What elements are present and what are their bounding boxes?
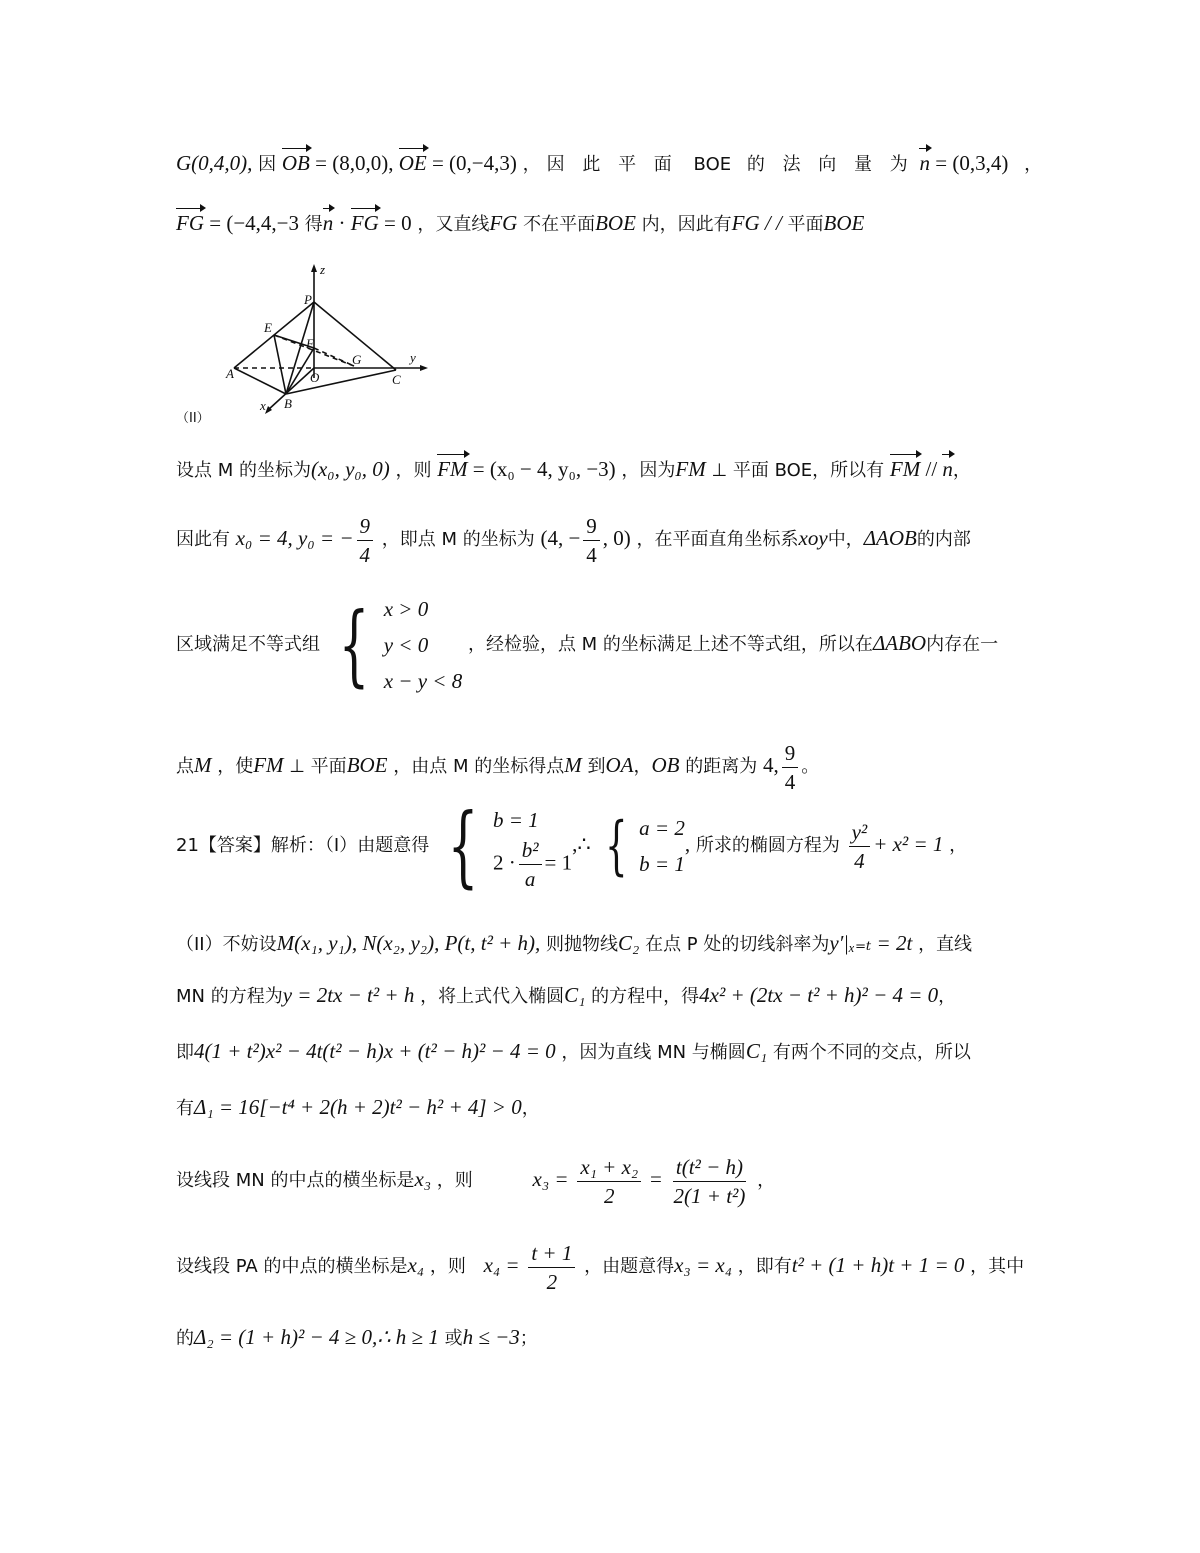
label-e: E [264, 320, 272, 335]
point-g: G(0,4,0), [176, 151, 253, 175]
vector-n: n [919, 151, 930, 175]
label-b: B [284, 396, 292, 411]
para-line-7: 21【答案】解析：（I）由题意得 { b = 1 2 · $\frac{\text{b²}}{a}$ = 1 ,∴ { a = 2 b = 1 , 所求的椭圆方程为 $\frac{\text{y²}}{4}$ + x² = 1 ， [176, 794, 968, 897]
vector-fg: FG [176, 211, 204, 235]
para-line-12: 设线段 MN 的中点的横坐标是x₃ ，则 x₃ = $\frac{\text{x₁ + x₂}}{2}$ = $\frac{\text{t(t² − h)}}{\text{2(1 + t²)}}$ ， [176, 1154, 776, 1208]
para-line-14: 的Δ₂ = (1 + h)² − 4 ≥ 0,∴ h ≥ 1 或h ≤ −3； [176, 1325, 538, 1349]
label-a: A [226, 366, 234, 381]
para-line-9: MN 的方程为y = 2tx − t² + h ，将上式代入椭圆C₁ 的方程中，得4x² + (2tx − t² + h)² − 4 = 0， [176, 983, 957, 1007]
label-p: P [304, 292, 312, 307]
para-line-10: 即4(1 + t²)x² − 4t(t² − h)x + (t² − h)² − 4 = 0 ，因为直线 MN 与椭圆C₁ 有两个不同的交点，所以 [176, 1039, 971, 1063]
para-line-1: G(0,4,0), 因 OB = (8,0,0), OE = (0,−4,3) ，因 此 平 面 BOE 的 法 向 量 为 n = (0,3,4) ， [176, 151, 1043, 175]
label-f: F [306, 336, 314, 351]
vector-fm: FM [437, 457, 468, 481]
vector-ob: OB [281, 151, 310, 175]
label-g: G [352, 352, 362, 367]
label-o: O [310, 370, 320, 385]
para-line-3: 设点 M 的坐标为(x₀, y₀, 0) ，则 FM = (x₀ − 4, y₀, −3) ，因为FM ⊥ 平面 BOE，所以有 FM // n， [176, 457, 971, 481]
para-line-4: 因此有 x₀ = 4, y₀ = − $\frac{9}{4}$ ，即点 M 的坐标为 (4, − $\frac{9}{4}$ , 0) ，在平面直角坐标系xoy中，ΔAOB的内部 [176, 513, 971, 567]
pyramid-figure [176, 258, 446, 428]
part-ii-label: （II） [176, 411, 210, 426]
label-z: z [320, 262, 326, 277]
para-line-11: 有Δ₁ = 16[−t⁴ + 2(h + 2)t² − h² + 4] > 0， [176, 1095, 540, 1119]
para-line-13: 设线段 PA 的中点的横坐标是x₄ ，则 x₄ = $\frac{t + 1}{2}$ ，由题意得x₃ = x₄ ，即有t² + (1 + h)t + 1 = 0 ，其中 [176, 1240, 1025, 1294]
inequality-system: { x > 0 y < 0 x − y < 8 [338, 593, 463, 696]
vector-oe: OE [398, 151, 427, 175]
label-c: C [392, 372, 401, 387]
para-line-6: 点M ，使FM ⊥ 平面BOE ，由点 M 的坐标得点M 到OA，OB 的距离为 4, $\frac{9}{4}$ 。 [176, 740, 820, 794]
para-line-5: 区域满足不等式组 { x > 0 y < 0 x − y < 8 ，经检验，点 M 的坐标满足上述不等式组，所以在ΔABO内存在一 [176, 588, 1024, 700]
para-line-8: （II）不妨设M(x₁, y₁), N(x₂, y₂), P(t, t² + h), 则抛物线C₂ 在点 P 处的切线斜率为y′|ₓ₌ₜ = 2t ，直线 [176, 931, 973, 955]
para-line-2: FG = (−4,4,−3 得n · FG = 0 ，又直线FG 不在平面BOE 内，因此有FG / / 平面BOE [176, 211, 865, 235]
label-y: y [410, 350, 416, 365]
label-x: x [260, 398, 266, 413]
